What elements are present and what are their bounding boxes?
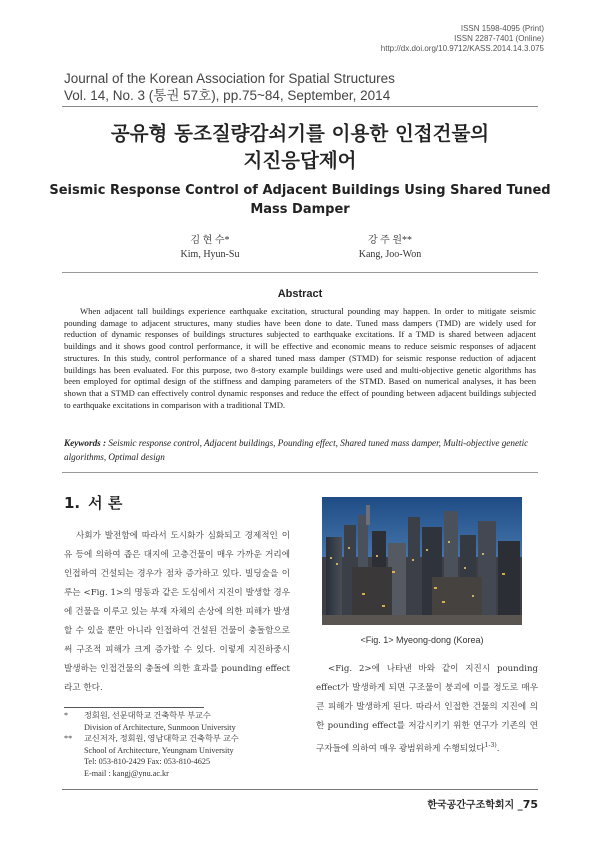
footnote-2-mark: ** <box>64 734 73 743</box>
korean-title-line2: 지진응답제어 <box>243 149 357 172</box>
keywords-text: Seismic response control, Adjacent buildings, Pounding effect, Shared tuned mass damper, Multi-objective genetic algorithms, Optimal design <box>64 438 529 462</box>
figure-photo-myeongdong <box>322 497 522 625</box>
author-1-english: Kim, Hyun-Su <box>180 249 240 260</box>
abstract-heading: Abstract <box>277 288 323 300</box>
header-divider <box>62 106 538 107</box>
english-title <box>0 181 600 219</box>
right-paragraph-text: <Fig. 2>에 나타낸 바와 같이 지진시 pounding effect가 발생하게 되면 구조물이 붕괴에 이를 정도로 매우 큰 피해가 발생하게 된다. 따라서 인접한 건물의 지진에 의한 pounding effect를 저감시키기 위한 연구가 기존의 연구자들에 의하여 매우 광범위하게 수행되었다 <box>316 664 538 754</box>
footnote-1-line: 정회원, 선문대학교 건축학부 부교수 <box>84 711 211 720</box>
keywords-divider <box>62 472 538 473</box>
footnote-2-line: 교신저자, 정회원, 영남대학교 건축학부 교수 <box>84 734 239 743</box>
section-number: 1. <box>64 494 81 512</box>
footnotes <box>64 710 294 779</box>
english-title-line2: Mass Damper <box>250 202 350 217</box>
korean-title-line1: 공유형 동조질량감쇠기를 이용한 인접건물의 <box>110 122 490 145</box>
footnote-2-line: Tel: 053-810-2429 Fax: 053-810-4625 <box>84 757 211 766</box>
abstract-body: When adjacent tall buildings experience earthquake excitation, structural pounding may happen. In order to mitigate seismic pounding damage to adjacent structures, many studies have been done to date. Tuned mass dampers (TMD) are widely used for reduction of dynamic responses of buildings structures subjected to earthquake excitations. If a TMD is shared between adjacent buildings and it shows good control performance, it will be effective and economic means to reduce seismic responses of adjacent structures. In this study, control performance of a shared tuned mass damper (STMD) for seismic response reduction of adjacent buildings has been evaluated. For this purpose, two 8-story example buildings were used and multi-objective genetic algorithms has been employed for optimal design of the stiffness and damping parameters of the STMD. Based on numerical analyses, it has been shown that a STMD can effectively control dynamic responses and reduce the effect of pounding between adjacent buildings subjected to earthquake excitations in comparison with a traditional TMD. <box>64 306 536 410</box>
right-column-paragraph <box>316 660 538 759</box>
doi-link[interactable]: http://dx.doi.org/10.9712/KASS.2014.14.3.075 <box>380 44 544 53</box>
footnote-1 <box>64 710 294 733</box>
english-title-line1: Seismic Response Control of Adjacent Buildings Using Shared Tuned <box>49 183 551 198</box>
footnote-2-email[interactable]: E-mail : kangj@ynu.ac.kr <box>84 768 169 778</box>
footer-divider <box>62 789 538 790</box>
page-footer <box>427 796 538 811</box>
page-number: 75 <box>522 798 538 811</box>
journal-name: Journal of the Korean Association for Spatial Structures <box>64 71 395 86</box>
author-2 <box>320 234 460 262</box>
footer-journal: 한국공간구조학회지 _ <box>427 800 523 811</box>
paragraph-end: . <box>496 743 500 754</box>
authors-divider <box>62 272 538 273</box>
journal-info <box>64 70 395 104</box>
footnote-2 <box>64 733 294 779</box>
keywords <box>64 436 536 464</box>
citation-ref: 1-3) <box>484 742 497 749</box>
korean-title <box>0 120 600 174</box>
section-heading <box>64 492 122 513</box>
footnote-2-line: School of Architecture, Yeungnam University <box>84 745 234 755</box>
footnote-1-mark: * <box>64 711 69 720</box>
figure-caption: <Fig. 1> Myeong-dong (Korea) <box>360 635 484 645</box>
issn-print: ISSN 1598-4095 (Print) <box>460 24 544 33</box>
author-2-english: Kang, Joo-Won <box>358 249 422 260</box>
section-title: 서 론 <box>88 494 123 512</box>
issn-block <box>381 24 544 54</box>
issn-online: ISSN 2287-7401 (Online) <box>454 34 544 43</box>
keywords-label: Keywords : <box>64 438 107 448</box>
journal-issue: Vol. 14, No. 3 (통권 57호), pp.75~84, September, 2014 <box>64 88 391 103</box>
intro-paragraph: 사회가 발전함에 따라서 도시화가 심화되고 경제적인 이유 등에 의하여 좁은 대지에 고층건물이 매우 가까운 거리에 인접하여 건설되는 경우가 점차 증가하고 있다. 빌딩숲을 이루는 <Fig. 1>의 명동과 같은 도심에서 지진이 발생할 경우에 건물을 이루고 있는 부재 자체의 손상에 의한 피해가 발생할 수 있을 뿐만 아니라 인접하여 건설된 건물이 충돌함으로써 구조적 피해가 크게 증가할 수 있다. 이렇게 지진하중시 발생하는 인접건물의 충돌에 의한 효과를 pounding effect라고 한다. <box>64 531 290 693</box>
author-2-korean: 강 주 원** <box>368 235 412 246</box>
author-1 <box>140 234 280 262</box>
city-skyline-image <box>322 497 522 625</box>
author-1-korean: 김 현 수* <box>190 235 230 246</box>
footnote-divider <box>64 707 204 708</box>
footnote-1-line: Division of Architecture, Sunmoon University <box>84 722 236 732</box>
